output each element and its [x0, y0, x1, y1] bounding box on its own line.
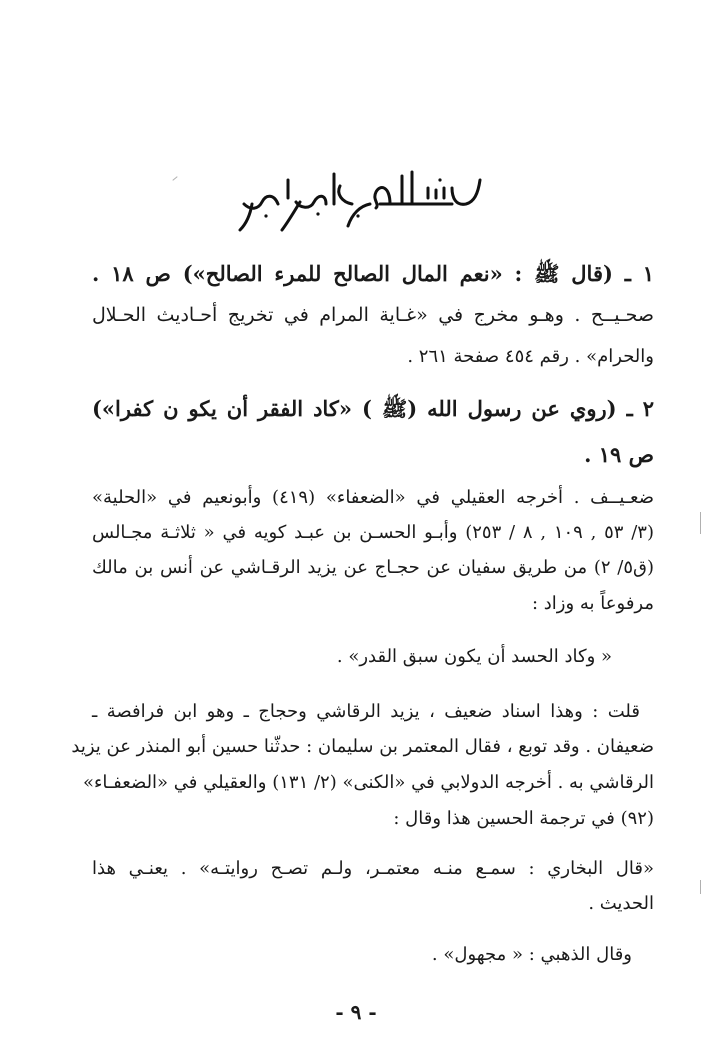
scan-speck [700, 880, 701, 894]
text-line: الحديث . [588, 893, 654, 914]
text-line: مرفوعاً به وزاد : [532, 593, 654, 614]
page-number: - ٩ - [335, 1000, 377, 1024]
scan-speck [700, 512, 701, 534]
text-line: ضعيفان . وقد توبع ، فقال المعتمر بن سليمان : حدثّنا حسين أبو المنذر عن يزيد [71, 736, 654, 757]
hadith-2-heading-cont: ص ١٩ . [584, 442, 654, 467]
text-line: قلت : وهذا اسناد ضعيف ، يزيد الرقاشي وحجاج ـ وهو ابن فرافصة ـ [92, 701, 640, 722]
text-line: والحرام» . رقم ٤٥٤ صفحة ٢٦١ . [407, 346, 654, 367]
quote-line: « وكاد الحسد أن يكون سبق القدر» . [336, 646, 612, 667]
text-line: الرقاشي به . أخرجه الدولابي في «الكنى» (٢/ ١٣١) والعقيلي في «الضعفـاء» [82, 772, 654, 793]
text-line: (ق٥/ ٢) من طريق سفيان عن حجـاج عن يزيد الرقـاشي عن أنس بن مالك [92, 557, 654, 578]
text-line: (٩٢) في ترجمة الحسين هذا وقال : [393, 808, 654, 829]
hadith-2-heading: ٢ ـ (روي عن رسول الله (ﷺ ) «كاد الفقر أن يكو ن كفرا») [92, 396, 654, 421]
text-line: صحـيــح . وهـو مخرج في «غـاية المرام في تخريج أحـاديث الحـلال [92, 304, 654, 326]
scan-speck [172, 176, 177, 181]
text-line: (٣/ ٥٣ , ١٠٩ , ٨ / ٢٥٣) وأبـو الحسـن بن عبـد كويه في « ثلاثـة مجـالس [92, 522, 654, 543]
basmala-calligraphy [230, 158, 490, 238]
text-line: «قال البخاري : سمـع منـه معتمـر، ولـم تصـح روايتـه» . يعنـي هذا [92, 858, 654, 879]
hadith-1-heading: ١ ـ (قال ﷺ : «نعم المال الصالح للمرء الصالح») ص ١٨ . [92, 261, 654, 286]
text-line: ضعـيــف . أخرجه العقيلي في «الضعفاء» (٤١٩) وأبونعيم في «الحلية» [92, 487, 654, 508]
text-line: وقال الذهبي : « مجهول» . [431, 944, 632, 965]
